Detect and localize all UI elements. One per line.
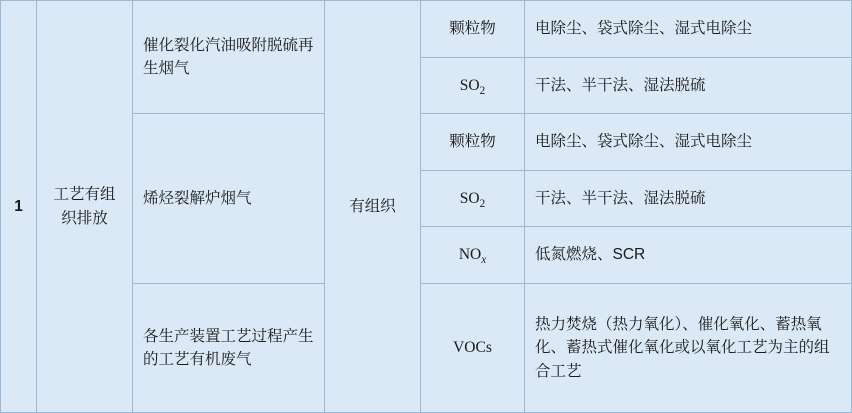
pollutant-label: SO	[459, 76, 480, 94]
pollutant-cell-vocs: VOCs	[421, 283, 525, 412]
pollutant-cell-so2-1	[421, 57, 525, 114]
table-row	[1, 1, 852, 58]
measure-cell-particulate-1: 电除尘、袋式除尘、湿式电除尘	[525, 1, 852, 58]
pollutant-cell-particulate-2: 颗粒物	[421, 114, 525, 171]
measure-cell-nox: 低氮燃烧、SCR	[525, 227, 852, 284]
pollutant-cell-nox	[421, 227, 525, 284]
pollutant-label: SO	[459, 189, 480, 207]
measure-cell-vocs: 热力焚烧（热力氧化）、催化氧化、蓄热氧化、蓄热式催化氧化或以氧化工艺为主的组合工艺	[525, 283, 852, 412]
measure-cell-so2-1: 干法、半干法、湿法脱硫	[525, 57, 852, 114]
pollutant-label: NO	[458, 246, 482, 264]
row-number-cell: 1	[1, 1, 37, 413]
source-cell-1: 催化裂化汽油吸附脱硫再生烟气	[133, 1, 325, 114]
category-cell: 工艺有组织排放	[37, 1, 133, 413]
pollutant-subscript: 2	[479, 84, 486, 97]
measure-cell-so2-2: 干法、半干法、湿法脱硫	[525, 170, 852, 227]
emission-type-cell: 有组织	[325, 1, 421, 413]
pollutant-subscript: x	[481, 254, 487, 267]
pollutant-subscript: 2	[479, 197, 486, 210]
pollutant-cell-so2-2	[421, 170, 525, 227]
source-cell-3: 各生产装置工艺过程产生的工艺有机废气	[133, 283, 325, 412]
measure-cell-particulate-2: 电除尘、袋式除尘、湿式电除尘	[525, 114, 852, 171]
pollutant-cell-particulate-1: 颗粒物	[421, 1, 525, 58]
source-cell-2: 烯烃裂解炉烟气	[133, 114, 325, 284]
